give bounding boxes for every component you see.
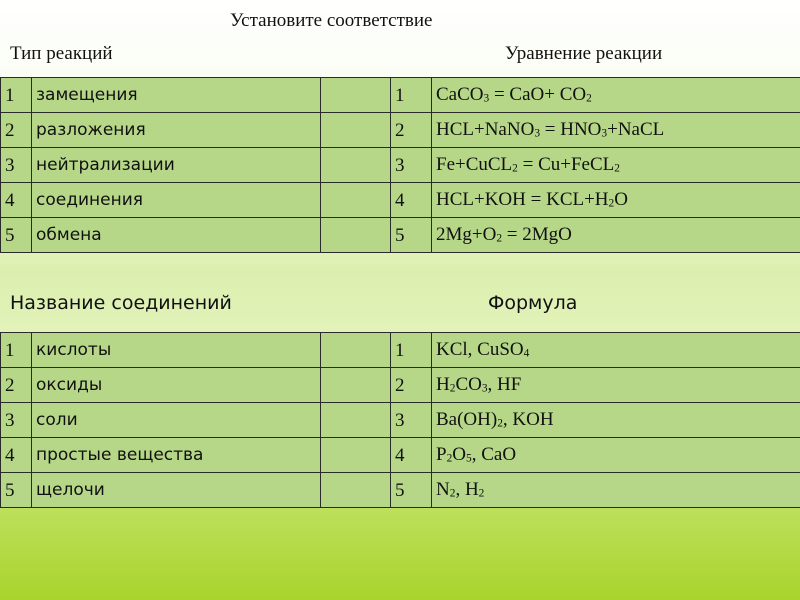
compound-row xyxy=(1,333,800,368)
formula-subscript: 4 xyxy=(523,347,530,360)
empty-answer-cell xyxy=(321,218,391,253)
empty-answer-cell xyxy=(321,473,391,508)
formula-cell xyxy=(432,183,800,218)
row-label: щелочи xyxy=(32,473,321,508)
row-label: оксиды xyxy=(32,368,321,403)
empty-answer-cell xyxy=(321,403,391,438)
formula-subscript: 2 xyxy=(497,417,503,430)
formula-cell xyxy=(432,218,800,253)
row-number: 5 xyxy=(1,218,32,253)
match-number: 2 xyxy=(391,368,432,403)
reaction-row xyxy=(1,113,800,148)
formula-subscript: 2 xyxy=(496,232,503,245)
page-title: Установите соответствие xyxy=(230,10,433,31)
row-label: соединения xyxy=(32,183,321,218)
formula-cell xyxy=(432,403,800,438)
compound-row xyxy=(1,473,800,508)
formula-subscript: 2 xyxy=(446,452,453,465)
formula-text: 2Mg+O xyxy=(436,223,497,245)
row-number: 3 xyxy=(1,403,32,438)
empty-answer-cell xyxy=(321,148,391,183)
match-number: 2 xyxy=(391,113,432,148)
formula-subscript: 3 xyxy=(601,127,608,140)
formula-text: +NaCL xyxy=(607,118,665,140)
row-number: 5 xyxy=(1,473,32,508)
reactions-table xyxy=(0,77,800,253)
formula-header: Формула xyxy=(488,292,578,314)
empty-answer-cell xyxy=(321,113,391,148)
formula-text: N xyxy=(436,478,450,500)
formula-text: = 2MgO xyxy=(502,223,572,245)
formula-cell xyxy=(432,113,800,148)
compound-row xyxy=(1,403,800,438)
row-label: нейтрализации xyxy=(32,148,321,183)
match-number: 1 xyxy=(391,78,432,113)
match-number: 5 xyxy=(391,473,432,508)
empty-answer-cell xyxy=(321,183,391,218)
formula-subscript: 3 xyxy=(481,382,488,395)
formula-text: = Cu+FeCL xyxy=(517,153,615,175)
compounds-table xyxy=(0,332,800,508)
compound-row xyxy=(1,368,800,403)
row-number: 2 xyxy=(1,113,32,148)
formula-text: Ba(OH) xyxy=(436,408,498,430)
formula-text: Fe+CuCL xyxy=(436,153,513,175)
match-number: 3 xyxy=(391,403,432,438)
formula-text: O xyxy=(614,188,628,210)
formula-text: = HNO xyxy=(540,118,602,140)
compound-name-header: Название соединений xyxy=(10,292,232,314)
reaction-row xyxy=(1,183,800,218)
formula-text: HCL+KOH = KCL+H xyxy=(436,188,609,210)
formula-subscript: 5 xyxy=(466,452,472,465)
formula-subscript: 2 xyxy=(608,197,615,210)
match-number: 1 xyxy=(391,333,432,368)
formula-subscript: 2 xyxy=(512,162,518,175)
formula-cell xyxy=(432,78,800,113)
row-label: кислоты xyxy=(32,333,321,368)
formula-subscript: 3 xyxy=(534,127,541,140)
row-number: 1 xyxy=(1,78,32,113)
formula-text: H xyxy=(436,373,450,395)
empty-answer-cell xyxy=(321,438,391,473)
match-number: 4 xyxy=(391,438,432,473)
formula-text: , KOH xyxy=(502,408,554,430)
formula-cell xyxy=(432,333,800,368)
formula-cell xyxy=(432,368,800,403)
reaction-row xyxy=(1,78,800,113)
formula-subscript: 3 xyxy=(483,92,490,105)
formula-text: O xyxy=(452,443,467,465)
reaction-equation-header: Уравнение реакции xyxy=(505,43,663,64)
row-number: 4 xyxy=(1,183,32,218)
row-number: 1 xyxy=(1,333,32,368)
empty-answer-cell xyxy=(321,333,391,368)
formula-text: , HF xyxy=(487,373,522,395)
formula-text: CO xyxy=(455,373,482,395)
formula-cell xyxy=(432,148,800,183)
row-number: 4 xyxy=(1,438,32,473)
empty-answer-cell xyxy=(321,78,391,113)
formula-subscript: 2 xyxy=(478,487,485,500)
row-label: простые вещества xyxy=(32,438,321,473)
row-number: 2 xyxy=(1,368,32,403)
row-label: разложения xyxy=(32,113,321,148)
formula-text: HCL+NaNO xyxy=(436,118,535,140)
formula-subscript: 2 xyxy=(586,92,592,105)
formula-text: , CaO xyxy=(471,443,517,465)
formula-cell xyxy=(432,473,800,508)
match-number: 5 xyxy=(391,218,432,253)
formula-subscript: 2 xyxy=(614,162,620,175)
formula-cell xyxy=(432,438,800,473)
formula-text: , H xyxy=(455,478,479,500)
row-label: обмена xyxy=(32,218,321,253)
match-number: 3 xyxy=(391,148,432,183)
formula-text: = CaO+ CO xyxy=(489,83,587,105)
reaction-row xyxy=(1,148,800,183)
compound-row xyxy=(1,438,800,473)
empty-answer-cell xyxy=(321,368,391,403)
formula-text: CaCO xyxy=(436,83,484,105)
row-number: 3 xyxy=(1,148,32,183)
formula-text: P xyxy=(436,443,447,465)
row-label: соли xyxy=(32,403,321,438)
row-label: замещения xyxy=(32,78,321,113)
reaction-row xyxy=(1,218,800,253)
formula-subscript: 2 xyxy=(449,382,456,395)
match-number: 4 xyxy=(391,183,432,218)
formula-text: KCl, CuSO xyxy=(436,338,524,360)
reaction-type-header: Тип реакций xyxy=(10,43,113,64)
formula-subscript: 2 xyxy=(449,487,456,500)
